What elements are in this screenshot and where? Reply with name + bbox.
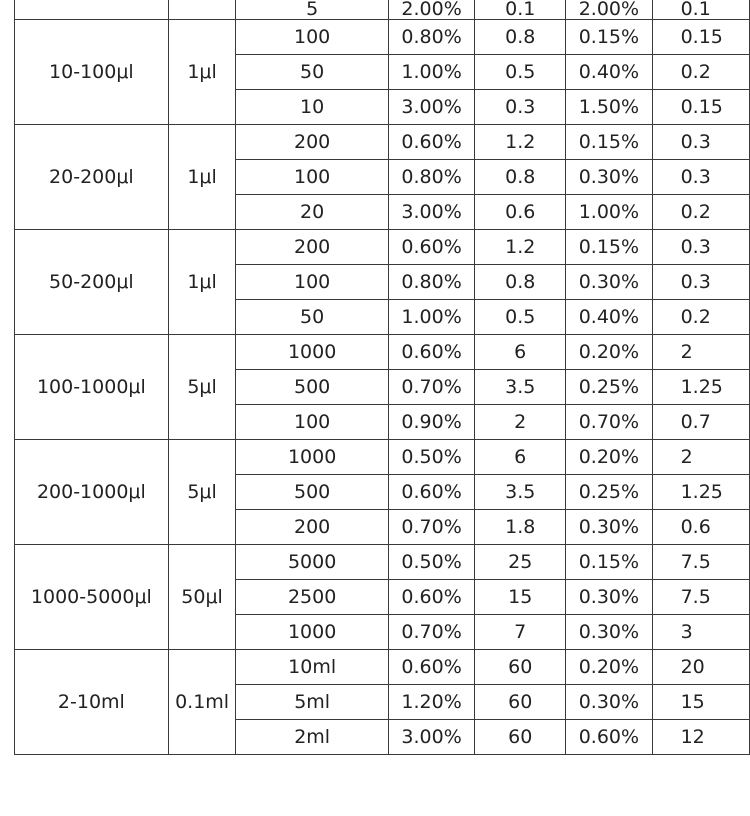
table-row xyxy=(15,335,750,370)
step-cell xyxy=(168,0,236,20)
error-cell: 0.3 xyxy=(652,160,749,195)
error-cell: 60 xyxy=(475,685,566,720)
step-cell: 1μl xyxy=(168,20,236,125)
error-cell: 0.15% xyxy=(566,125,652,160)
error-cell: 1.2 xyxy=(475,230,566,265)
error-cell: 0.50% xyxy=(388,545,474,580)
error-cell: 0.1 xyxy=(475,0,566,20)
error-cell: 60 xyxy=(475,720,566,755)
error-cell: 0.7 xyxy=(652,405,749,440)
range-cell xyxy=(15,0,169,20)
table-row xyxy=(15,650,750,685)
error-cell: 1.50% xyxy=(566,90,652,125)
error-cell: 0.30% xyxy=(566,265,652,300)
error-cell: 0.20% xyxy=(566,440,652,475)
step-cell: 5μl xyxy=(168,335,236,440)
volume-cell: 1000 xyxy=(236,335,388,370)
range-cell: 2-10ml xyxy=(15,650,169,755)
error-cell: 0.8 xyxy=(475,160,566,195)
error-cell: 15 xyxy=(652,685,749,720)
error-cell: 0.60% xyxy=(388,125,474,160)
error-cell: 3.00% xyxy=(388,195,474,230)
range-cell: 200-1000μl xyxy=(15,440,169,545)
table-row xyxy=(15,125,750,160)
step-cell: 1μl xyxy=(168,230,236,335)
error-cell: 0.25% xyxy=(566,370,652,405)
error-cell: 0.70% xyxy=(566,405,652,440)
error-cell: 0.2 xyxy=(652,195,749,230)
error-cell: 0.1 xyxy=(652,0,749,20)
table-row xyxy=(15,0,750,20)
volume-cell: 500 xyxy=(236,370,388,405)
step-cell: 0.1ml xyxy=(168,650,236,755)
volume-cell: 20 xyxy=(236,195,388,230)
error-cell: 0.70% xyxy=(388,370,474,405)
error-cell: 1.20% xyxy=(388,685,474,720)
volume-cell: 200 xyxy=(236,125,388,160)
volume-cell: 1000 xyxy=(236,440,388,475)
error-cell: 0.6 xyxy=(475,195,566,230)
error-cell: 0.8 xyxy=(475,265,566,300)
step-cell: 5μl xyxy=(168,440,236,545)
error-cell: 0.3 xyxy=(652,265,749,300)
volume-cell: 50 xyxy=(236,55,388,90)
error-cell: 0.2 xyxy=(652,300,749,335)
error-cell: 3.5 xyxy=(475,475,566,510)
error-cell: 0.60% xyxy=(388,580,474,615)
error-cell: 0.2 xyxy=(652,55,749,90)
volume-cell: 200 xyxy=(236,510,388,545)
error-cell: 1.8 xyxy=(475,510,566,545)
volume-cell: 100 xyxy=(236,405,388,440)
volume-cell: 2ml xyxy=(236,720,388,755)
volume-cell: 100 xyxy=(236,160,388,195)
error-cell: 2 xyxy=(652,440,749,475)
error-cell: 0.60% xyxy=(566,720,652,755)
range-cell: 100-1000μl xyxy=(15,335,169,440)
volume-cell: 2500 xyxy=(236,580,388,615)
error-cell: 0.80% xyxy=(388,20,474,55)
error-cell: 2 xyxy=(475,405,566,440)
error-cell: 0.15% xyxy=(566,230,652,265)
error-cell: 0.15% xyxy=(566,545,652,580)
error-cell: 1.00% xyxy=(566,195,652,230)
range-cell: 1000-5000μl xyxy=(15,545,169,650)
error-cell: 3.00% xyxy=(388,720,474,755)
error-cell: 0.40% xyxy=(566,55,652,90)
step-cell: 1μl xyxy=(168,125,236,230)
error-cell: 7 xyxy=(475,615,566,650)
error-cell: 6 xyxy=(475,440,566,475)
volume-cell: 10ml xyxy=(236,650,388,685)
range-cell: 10-100μl xyxy=(15,20,169,125)
error-cell: 20 xyxy=(652,650,749,685)
error-cell: 1.00% xyxy=(388,300,474,335)
error-cell: 7.5 xyxy=(652,545,749,580)
error-cell: 0.60% xyxy=(388,335,474,370)
volume-cell: 500 xyxy=(236,475,388,510)
error-cell: 3.5 xyxy=(475,370,566,405)
error-cell: 0.20% xyxy=(566,650,652,685)
volume-cell: 5ml xyxy=(236,685,388,720)
error-cell: 0.25% xyxy=(566,475,652,510)
error-cell: 3 xyxy=(652,615,749,650)
table-row xyxy=(15,545,750,580)
step-cell: 50μl xyxy=(168,545,236,650)
error-cell: 0.30% xyxy=(566,160,652,195)
error-cell: 0.3 xyxy=(652,230,749,265)
error-cell: 0.50% xyxy=(388,440,474,475)
table-row xyxy=(15,440,750,475)
pipette-spec-table xyxy=(14,0,750,755)
error-cell: 0.20% xyxy=(566,335,652,370)
error-cell: 0.60% xyxy=(388,475,474,510)
error-cell: 15 xyxy=(475,580,566,615)
error-cell: 0.60% xyxy=(388,230,474,265)
error-cell: 0.30% xyxy=(566,580,652,615)
error-cell: 2.00% xyxy=(566,0,652,20)
error-cell: 0.90% xyxy=(388,405,474,440)
range-cell: 20-200μl xyxy=(15,125,169,230)
error-cell: 0.3 xyxy=(475,90,566,125)
error-cell: 0.15% xyxy=(566,20,652,55)
volume-cell: 5 xyxy=(236,0,388,20)
error-cell: 6 xyxy=(475,335,566,370)
error-cell: 2 xyxy=(652,335,749,370)
table-row xyxy=(15,230,750,265)
error-cell: 0.40% xyxy=(566,300,652,335)
error-cell: 0.15 xyxy=(652,90,749,125)
error-cell: 3.00% xyxy=(388,90,474,125)
volume-cell: 100 xyxy=(236,265,388,300)
volume-cell: 200 xyxy=(236,230,388,265)
error-cell: 0.5 xyxy=(475,55,566,90)
error-cell: 1.25 xyxy=(652,370,749,405)
volume-cell: 50 xyxy=(236,300,388,335)
volume-cell: 10 xyxy=(236,90,388,125)
error-cell: 0.15 xyxy=(652,20,749,55)
error-cell: 1.25 xyxy=(652,475,749,510)
error-cell: 12 xyxy=(652,720,749,755)
error-cell: 60 xyxy=(475,650,566,685)
error-cell: 1.2 xyxy=(475,125,566,160)
error-cell: 0.8 xyxy=(475,20,566,55)
table-row xyxy=(15,20,750,55)
error-cell: 25 xyxy=(475,545,566,580)
error-cell: 0.80% xyxy=(388,265,474,300)
error-cell: 7.5 xyxy=(652,580,749,615)
error-cell: 0.70% xyxy=(388,510,474,545)
error-cell: 0.6 xyxy=(652,510,749,545)
error-cell: 0.80% xyxy=(388,160,474,195)
error-cell: 0.70% xyxy=(388,615,474,650)
error-cell: 1.00% xyxy=(388,55,474,90)
error-cell: 0.30% xyxy=(566,615,652,650)
volume-cell: 5000 xyxy=(236,545,388,580)
volume-cell: 1000 xyxy=(236,615,388,650)
error-cell: 0.60% xyxy=(388,650,474,685)
error-cell: 0.3 xyxy=(652,125,749,160)
range-cell: 50-200μl xyxy=(15,230,169,335)
error-cell: 0.30% xyxy=(566,510,652,545)
error-cell: 2.00% xyxy=(388,0,474,20)
error-cell: 0.5 xyxy=(475,300,566,335)
error-cell: 0.30% xyxy=(566,685,652,720)
volume-cell: 100 xyxy=(236,20,388,55)
